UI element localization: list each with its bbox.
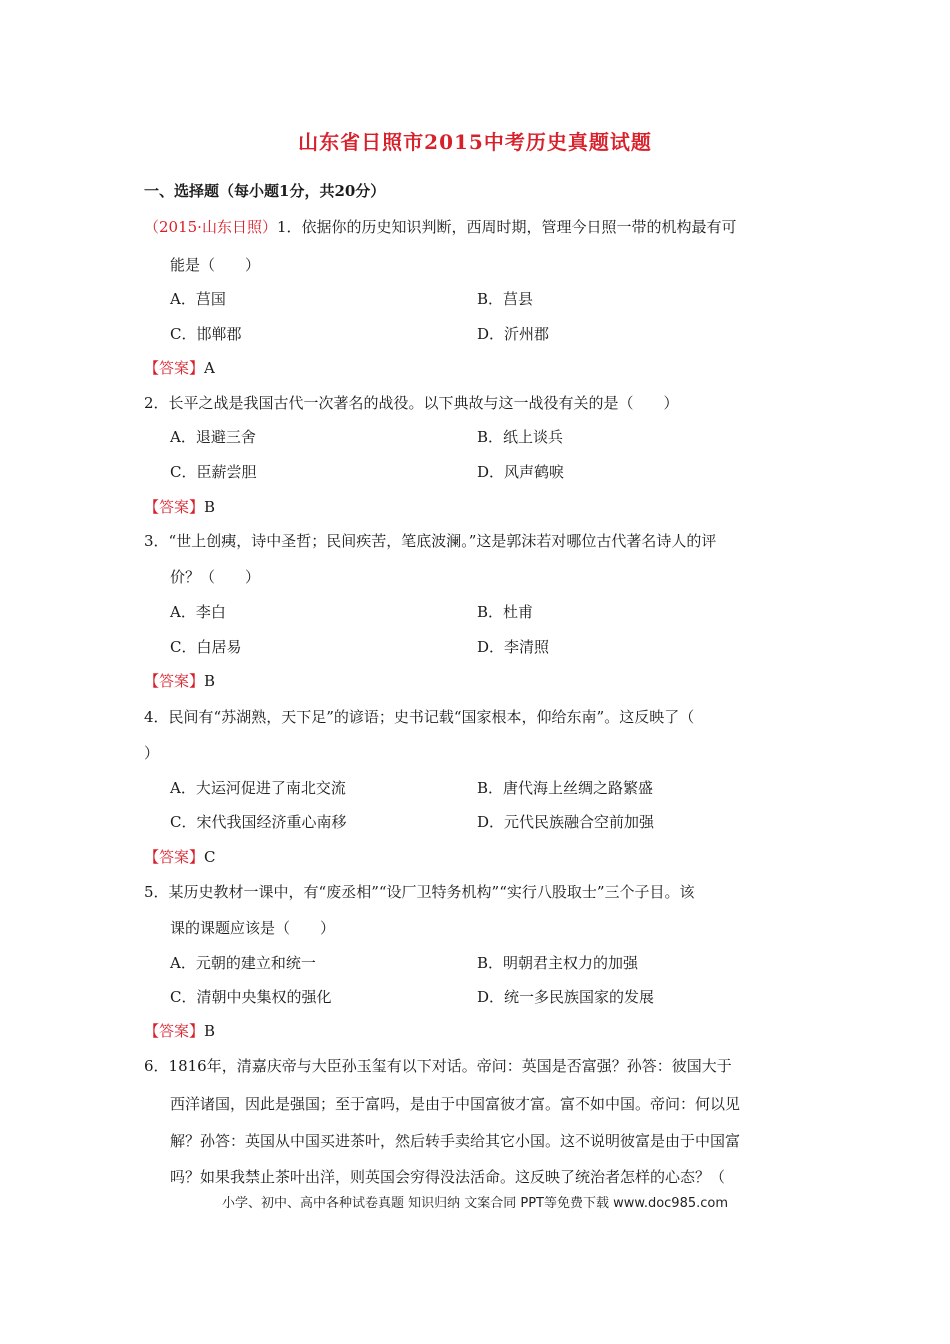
question-6-cont: 解？孙答：英国从中国买进茶叶，然后转手卖给其它小国。这不说明彼富是由于中国富 xyxy=(170,1132,741,1150)
option-c: C．邯郸郡 xyxy=(170,325,242,343)
section-heading: 一、选择题（每小题1分，共20分） xyxy=(144,182,386,200)
question-3-cont: 价？（ ） xyxy=(170,568,261,586)
answer-label: 【答案】 xyxy=(144,359,205,377)
option-d: D．风声鹤唳 xyxy=(477,463,565,481)
answer xyxy=(144,357,215,378)
page-title: 山东省日照市2015中考历史真题试题 xyxy=(298,130,652,154)
option-a: A．李白 xyxy=(170,603,226,621)
option-a: A．大运河促进了南北交流 xyxy=(170,779,346,797)
question-4-cont: ） xyxy=(144,744,160,762)
option-c: C．臣薪尝胆 xyxy=(170,463,257,481)
option-c: C．白居易 xyxy=(170,638,242,656)
question-2: 2．长平之战是我国古代一次著名的战役。以下典故与这一战役有关的是（ ） xyxy=(144,394,679,412)
answer-label: 【答案】 xyxy=(144,1022,205,1040)
option-d: D．沂州郡 xyxy=(477,325,550,343)
answer-value: B xyxy=(204,1022,216,1040)
option-b: B．明朝君主权力的加强 xyxy=(477,954,639,972)
option-c: C．清朝中央集权的强化 xyxy=(170,988,332,1006)
answer xyxy=(144,846,216,867)
answer-value: C xyxy=(204,848,216,866)
option-a: A．退避三舍 xyxy=(170,428,256,446)
question-text: 1．依据你的历史知识判断，西周时期，管理今日照一带的机构最有可 xyxy=(276,218,737,236)
question-5: 5．某历史教材一课中，有“废丞相”“设厂卫特务机构”“实行八股取士”三个子目。该 xyxy=(144,883,695,901)
question-5-cont: 课的课题应该是（ ） xyxy=(170,919,336,937)
answer-label: 【答案】 xyxy=(144,498,205,516)
question-6-cont: 西洋诸国，因此是强国；至于富吗，是由于中国富彼才富。富不如中国。帝问：何以见 xyxy=(170,1095,741,1113)
answer-value: B xyxy=(204,498,216,516)
question-6-cont: 吗？如果我禁止茶叶出洋，则英国会穷得没法活命。这反映了统治者怎样的心态？（ xyxy=(170,1168,726,1186)
option-d: D．李清照 xyxy=(477,638,550,656)
question-4: 4．民间有“苏湖熟，天下足”的谚语；史书记载“国家根本，仰给东南”。这反映了（ xyxy=(144,708,695,726)
option-a: A．元朝的建立和统一 xyxy=(170,954,316,972)
option-b: B．纸上谈兵 xyxy=(477,428,564,446)
answer-value: B xyxy=(204,672,216,690)
option-b: B．杜甫 xyxy=(477,603,534,621)
option-d: D．元代民族融合空前加强 xyxy=(477,813,655,831)
answer-label: 【答案】 xyxy=(144,672,205,690)
option-a: A．莒国 xyxy=(170,290,226,308)
question-6: 6．1816年，清嘉庆帝与大臣孙玉玺有以下对话。帝问：英国是否富强？孙答：彼国大于 xyxy=(144,1057,732,1075)
option-b: B．唐代海上丝绸之路繁盛 xyxy=(477,779,654,797)
answer xyxy=(144,496,215,517)
answer-label: 【答案】 xyxy=(144,848,205,866)
question-1 xyxy=(144,216,737,237)
question-3: 3．“世上创痍，诗中圣哲；民间疾苦，笔底波澜。”这是郭沫若对哪位古代著名诗人的评 xyxy=(144,532,717,550)
answer-value: A xyxy=(204,359,215,377)
question-source: （2015·山东日照） xyxy=(144,218,277,236)
option-c: C．宋代我国经济重心南移 xyxy=(170,813,347,831)
answer xyxy=(144,670,215,691)
footer: 小学、初中、高中各种试卷真题 知识归纳 文案合同 PPT等免费下载 www.doc985.com xyxy=(221,1196,729,1211)
answer xyxy=(144,1020,215,1041)
option-b: B．莒县 xyxy=(477,290,534,308)
option-d: D．统一多民族国家的发展 xyxy=(477,988,655,1006)
question-1-cont: 能是（ ） xyxy=(170,256,261,274)
